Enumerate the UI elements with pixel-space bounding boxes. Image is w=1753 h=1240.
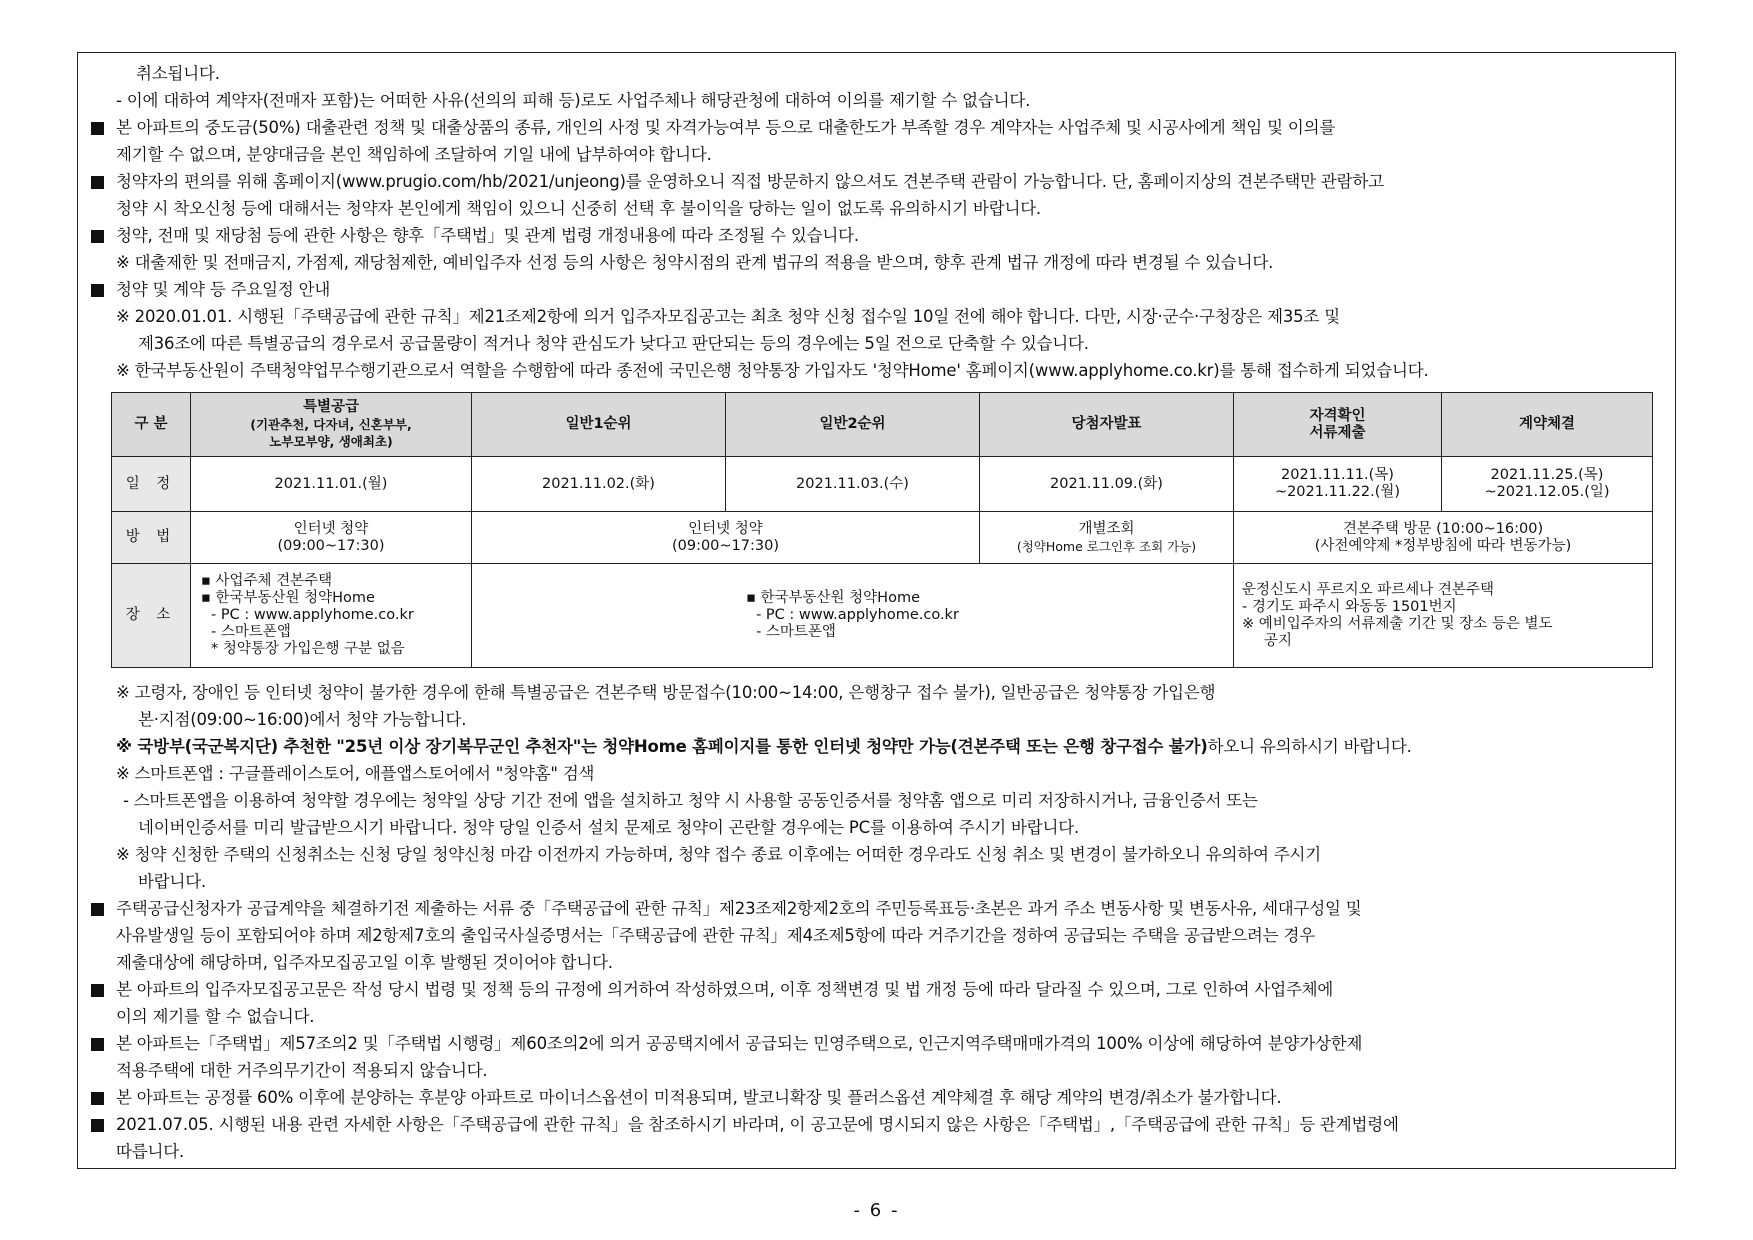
text-line: 적용주택에 대한 거주의무기간이 적용되지 않습니다. bbox=[116, 1061, 488, 1080]
schedule-docs-start: 2021.11.11.(목) bbox=[1281, 467, 1394, 483]
table-row-place bbox=[112, 564, 1653, 668]
header-special-supply bbox=[191, 393, 472, 457]
text-line: ※ 한국부동산원이 주택청약업무수행기관으로서 역할을 수행함에 따라 종전에 국민은행 청약통장 가입자도 '청약Home' 홈페이지(www.applyhome.co.kr)를 통해 접수하게 되었습니다. bbox=[116, 361, 1429, 380]
header-contract: 계약체결 bbox=[1442, 393, 1653, 457]
text-line: 청약, 전매 및 재당첨 등에 관한 사항은 향후「주택법」및 관계 법령 개정내용에 따라 조정될 수 있습니다. bbox=[116, 226, 859, 245]
bullet-square-icon bbox=[91, 903, 104, 916]
place-docs-line: 운정신도시 푸르지오 파르세나 견본주택 bbox=[1242, 581, 1494, 598]
method-general-1: 인터넷 청약 bbox=[688, 520, 763, 537]
bullet-square-icon bbox=[91, 1038, 104, 1051]
place-general bbox=[472, 564, 1234, 668]
bullet-square-icon bbox=[91, 1092, 104, 1105]
header-special-title: 특별공급 bbox=[302, 399, 360, 415]
method-announce-2: (청약Home 로그인후 조회 가능) bbox=[1016, 538, 1197, 554]
method-special-1: 인터넷 청약 bbox=[293, 520, 369, 537]
header-general1: 일반1순위 bbox=[472, 393, 726, 457]
schedule-general1: 2021.11.02.(화) bbox=[472, 457, 726, 512]
schedule-contract bbox=[1442, 457, 1653, 512]
place-special-line: ▪ 한국부동산원 청약Home bbox=[201, 590, 375, 606]
text-line: 2021.07.05. 시행된 내용 관련 자세한 사항은「주택공급에 관한 규칙」을 참조하시기 바라며, 이 공고문에 명시되지 않은 사항은「주택법」,「주택공급에 관한 규칙」등 관계법령에 bbox=[116, 1115, 1399, 1134]
schedule-announce: 2021.11.09.(화) bbox=[980, 457, 1234, 512]
method-announce-1: 개별조회 bbox=[1078, 520, 1135, 537]
method-general bbox=[472, 512, 980, 564]
place-docs-line: ※ 예비입주자의 서류제출 기간 및 장소 등은 별도 bbox=[1242, 615, 1553, 632]
bullet-square-icon bbox=[91, 1119, 104, 1132]
text-line: 이의 제기를 할 수 없습니다. bbox=[116, 1007, 315, 1026]
schedule-special: 2021.11.01.(월) bbox=[191, 457, 472, 512]
place-general-line: ▪ 한국부동산원 청약Home bbox=[746, 590, 920, 606]
text-line: 네이버인증서를 미리 발급받으시기 바랍니다. 청약 당일 인증서 설치 문제로 청약이 곤란할 경우에는 PC를 이용하여 주시기 바랍니다. bbox=[138, 818, 1080, 837]
schedule-docs-end: ~2021.11.22.(월) bbox=[1274, 484, 1401, 500]
header-docs-1: 자격확인 bbox=[1309, 407, 1366, 424]
text-line: 취소됩니다. bbox=[136, 64, 220, 83]
method-docs bbox=[1234, 512, 1653, 564]
schedule-contract-end: ~2021.12.05.(일) bbox=[1484, 484, 1610, 500]
schedule-general2: 2021.11.03.(수) bbox=[726, 457, 980, 512]
table-row-schedule bbox=[112, 457, 1653, 512]
notice-suffix: 하오니 유의하시기 바랍니다. bbox=[1207, 737, 1412, 756]
text-line: - 이에 대하여 계약자(전매자 포함)는 어떠한 사유(선의의 피해 등)로도 사업주체나 해당관청에 대하여 이의를 제기할 수 없습니다. bbox=[116, 91, 1031, 110]
text-line: 사유발생일 등이 포함되어야 하며 제2항제7호의 출입국사실증명서는「주택공급에 관한 규칙」제4조제5항에 따라 거주기간을 정하여 공급되는 주택을 공급받으려는 경우 bbox=[116, 926, 1315, 945]
schedule-contract-start: 2021.11.25.(목) bbox=[1490, 467, 1604, 483]
table-row-method bbox=[112, 512, 1653, 564]
place-special-line: - PC : www.applyhome.co.kr bbox=[211, 607, 414, 623]
header-general2: 일반2순위 bbox=[726, 393, 980, 457]
bullet-square-icon bbox=[91, 176, 104, 189]
text-line: 본 아파트는「주택법」제57조의2 및「주택법 시행령」제60조의2에 의거 공공택지에서 공급되는 민영주택으로, 인근지역주택매매가격의 100% 이상에 해당하여 분양가상한제 bbox=[116, 1034, 1363, 1053]
row-label-method: 방 법 bbox=[112, 512, 191, 564]
place-docs bbox=[1234, 564, 1653, 668]
text-line: 본 아파트의 입주자모집공고문은 작성 당시 법령 및 정책 등의 규정에 의거하여 작성하였으며, 이후 정책변경 및 법 개정 등에 따라 달라질 수 있으며, 그로 인하여 사업주체에 bbox=[116, 980, 1334, 999]
text-line: 본 아파트의 중도금(50%) 대출관련 정책 및 대출상품의 종류, 개인의 사정 및 자격가능여부 등으로 대출한도가 부족할 경우 계약자는 사업주체 및 시공사에게 책임 및 이의를 bbox=[116, 118, 1336, 137]
schedule-table bbox=[111, 392, 1653, 668]
place-special-line: * 청약통장 가입은행 구분 없음 bbox=[211, 641, 405, 657]
method-special bbox=[191, 512, 472, 564]
method-docs-2: (사전예약제 *정부방침에 따라 변동가능) bbox=[1314, 537, 1572, 554]
bullet-square-icon bbox=[91, 284, 104, 297]
text-line: 본 아파트는 공정률 60% 이후에 분양하는 후분양 아파트로 마이너스옵션이 미적용되며, 발코니확장 및 플러스옵션 계약체결 후 해당 계약의 변경/취소가 불가합니다. bbox=[116, 1088, 1282, 1107]
schedule-docs bbox=[1234, 457, 1442, 512]
header-special-sub2: 노부모부양, 생애최초) bbox=[269, 434, 393, 449]
bullet-square-icon bbox=[91, 122, 104, 135]
text-line: 본·지점(09:00~16:00)에서 청약 가능합니다. bbox=[138, 710, 467, 729]
page-number: - 6 - bbox=[853, 1200, 900, 1221]
header-docs bbox=[1234, 393, 1442, 457]
text-line: 제36조에 따른 특별공급의 경우로서 공급물량이 적거나 청약 관심도가 낮다고 판단되는 등의 경우에는 5일 전으로 단축할 수 있습니다. bbox=[138, 334, 1089, 353]
text-line: ※ 스마트폰앱 : 구글플레이스토어, 애플앱스토어에서 "청약홈" 검색 bbox=[116, 764, 595, 783]
method-general-2: (09:00~17:30) bbox=[671, 537, 780, 554]
text-line: 제기할 수 없으며, 분양대금을 본인 책임하에 조달하여 기일 내에 납부하여야 합니다. bbox=[116, 145, 712, 164]
place-docs-line: - 경기도 파주시 와동동 1501번지 bbox=[1242, 598, 1457, 615]
place-general-block bbox=[746, 590, 959, 641]
header-category: 구 분 bbox=[112, 393, 191, 457]
bullet-square-icon bbox=[91, 984, 104, 997]
text-line: ※ 청약 신청한 주택의 신청취소는 신청 당일 청약신청 마감 이전까지 가능하며, 청약 접수 종료 이후에는 어떠한 경우라도 신청 취소 및 변경이 불가하오니 유의하여 주시기 bbox=[116, 845, 1321, 864]
text-line: 청약 및 계약 등 주요일정 안내 bbox=[116, 280, 331, 299]
table-header-row bbox=[112, 393, 1653, 457]
place-special bbox=[191, 564, 472, 668]
header-special-sub: (기관추천, 다자녀, 신혼부부, bbox=[250, 417, 412, 432]
text-line: 주택공급신청자가 공급계약을 체결하기전 제출하는 서류 중「주택공급에 관한 규칙」제23조제2항제2호의 주민등록표등·초본은 과거 주소 변동사항 및 변동사유, 세대구성일 및 bbox=[116, 899, 1362, 918]
text-line: 청약 시 착오신청 등에 대해서는 청약자 본인에게 책임이 있으니 신중히 선택 후 불이익을 당하는 일이 없도록 유의하시기 바랍니다. bbox=[116, 199, 1041, 218]
bullet-square-icon bbox=[91, 230, 104, 243]
place-general-line: - 스마트폰앱 bbox=[756, 624, 836, 640]
text-line: ※ 대출제한 및 전매금지, 가점제, 재당첨제한, 예비입주자 선정 등의 사항은 청약시점의 관계 법규의 적용을 받으며, 향후 관계 법규 개정에 따라 변경될 수 있습니다. bbox=[116, 253, 1274, 272]
place-docs-line: 공지 bbox=[1264, 632, 1293, 649]
text-line-bold-notice bbox=[116, 737, 1412, 757]
row-label-schedule: 일 정 bbox=[112, 457, 191, 512]
text-line: 따릅니다. bbox=[116, 1142, 185, 1161]
row-label-place: 장 소 bbox=[112, 564, 191, 668]
bold-notice: ※ 국방부(국군복지단) 추천한 "25년 이상 장기복무군인 추천자"는 청약Home 홈페이지를 통한 인터넷 청약만 가능(견본주택 또는 은행 창구접수 불가) bbox=[116, 737, 1208, 756]
text-line: 바랍니다. bbox=[138, 872, 207, 891]
header-winner-announce: 당첨자발표 bbox=[980, 393, 1234, 457]
text-line: ※ 고령자, 장애인 등 인터넷 청약이 불가한 경우에 한해 특별공급은 견본주택 방문접수(10:00~14:00, 은행창구 접수 불가), 일반공급은 청약통장 가입은행 bbox=[116, 683, 1216, 702]
method-special-2: (09:00~17:30) bbox=[277, 537, 385, 554]
place-general-line: - PC : www.applyhome.co.kr bbox=[756, 607, 959, 623]
header-docs-2: 서류제출 bbox=[1309, 424, 1366, 441]
text-line: - 스마트폰앱을 이용하여 청약할 경우에는 청약일 상당 기간 전에 앱을 설치하고 청약 시 사용할 공동인증서를 청약홈 앱으로 미리 저장하시거나, 금융인증서 또는 bbox=[123, 791, 1258, 810]
place-special-line: ▪ 사업주체 견본주택 bbox=[201, 573, 333, 589]
text-line: 청약자의 편의를 위해 홈페이지(www.prugio.com/hb/2021/unjeong)를 운영하오니 직접 방문하지 않으셔도 견본주택 관람이 가능합니다. 단, 홈페이지상의 견본주택만 관람하고 bbox=[116, 172, 1384, 191]
place-special-line: - 스마트폰앱 bbox=[211, 624, 291, 640]
text-line: ※ 2020.01.01. 시행된「주택공급에 관한 규칙」제21조제2항에 의거 입주자모집공고는 최초 청약 신청 접수일 10일 전에 해야 합니다. 다만, 시장·군수·구청장은 제35조 및 bbox=[116, 307, 1340, 326]
method-docs-1: 견본주택 방문 (10:00~16:00) bbox=[1342, 520, 1544, 537]
text-line: 제출대상에 해당하며, 입주자모집공고일 이후 발행된 것이어야 합니다. bbox=[116, 953, 613, 972]
method-announce bbox=[980, 512, 1234, 564]
